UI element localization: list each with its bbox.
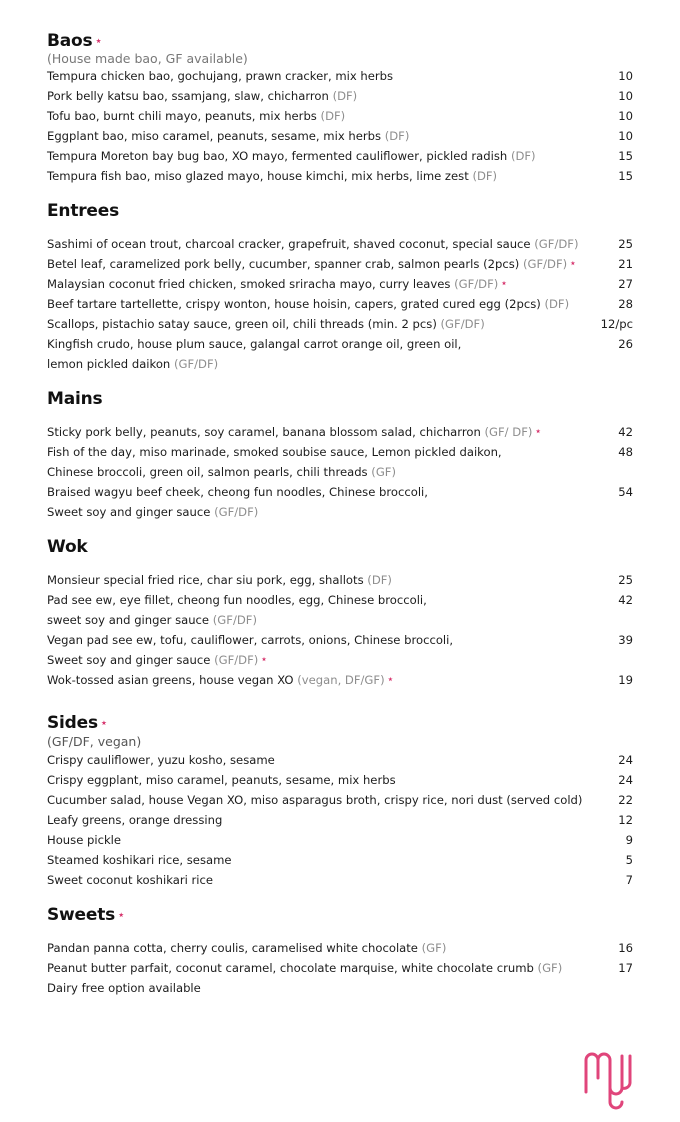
menu-item-description xyxy=(47,234,578,254)
menu-item-price: 5 xyxy=(625,853,633,867)
menu-item-description xyxy=(47,978,201,998)
menu-item-description xyxy=(47,830,121,850)
menu-item-description xyxy=(47,66,393,86)
menu-item-price: 17 xyxy=(618,961,633,975)
dietary-tag: (GF/DF) xyxy=(173,357,219,371)
menu-item xyxy=(47,126,633,146)
menu-item xyxy=(47,166,633,186)
dietary-tag: (DF) xyxy=(367,573,392,587)
menu-item xyxy=(47,294,633,314)
menu-item-price: 12/pc xyxy=(600,317,633,331)
menu-item-description xyxy=(47,810,222,830)
menu-item xyxy=(47,86,633,106)
menu-item-description xyxy=(47,166,497,186)
dietary-tag: (DF) xyxy=(510,149,536,163)
menu-item-text: Fish of the day, miso marinade, smoked soubise sauce, Lemon pickled daikon, xyxy=(47,445,502,459)
menu-item-text: Tempura chicken bao, gochujang, prawn cracker, mix herbs xyxy=(47,69,394,83)
menu-item-price: 27 xyxy=(618,277,633,291)
menu-item xyxy=(47,274,633,294)
section-3 xyxy=(47,536,633,690)
menu-item-description xyxy=(47,790,582,810)
section-title xyxy=(47,200,633,222)
menu-item-text: Scallops, pistachio satay sauce, green oil, chili threads (min. 2 pcs) xyxy=(47,317,437,331)
section-title-text: Sides xyxy=(47,713,98,733)
menu-item-text: Sashimi of ocean trout, charcoal cracker, grapefruit, shaved coconut, special sauce xyxy=(47,237,531,251)
dietary-tag: (GF/DF) xyxy=(212,613,257,627)
menu-item-price: 48 xyxy=(618,445,633,459)
star-icon: ⋆ xyxy=(260,652,268,666)
menu-item-text-cont: Chinese broccoli, green oil, salmon pearls, chili threads xyxy=(47,465,368,479)
menu-item xyxy=(47,254,633,274)
section-1 xyxy=(47,200,633,374)
menu-item xyxy=(47,422,633,442)
dietary-tag: (GF/DF) xyxy=(440,317,485,331)
menu-item-description xyxy=(47,146,536,166)
section-2 xyxy=(47,388,633,522)
menu-item-description xyxy=(47,870,213,890)
menu-item-text: Sweet coconut koshikari rice xyxy=(47,873,213,887)
menu-item xyxy=(47,850,633,870)
menu-item xyxy=(47,830,633,850)
menu-item xyxy=(47,66,633,86)
dietary-tag: (GF/DF) xyxy=(522,257,568,271)
section-title xyxy=(47,536,633,558)
menu-item-text-cont: lemon pickled daikon xyxy=(47,357,171,371)
menu-item-text: Tempura fish bao, miso glazed mayo, house kimchi, mix herbs, lime zest xyxy=(47,169,469,183)
section-title xyxy=(47,388,633,410)
dietary-tag: (GF) xyxy=(371,465,396,479)
menu-item-price: 42 xyxy=(618,593,633,607)
menu-item xyxy=(47,958,633,978)
menu-item-price: 24 xyxy=(618,773,633,787)
section-title-text: Sweets xyxy=(47,905,116,925)
menu-item-price: 28 xyxy=(618,297,633,311)
menu-item-description xyxy=(47,630,453,670)
menu-item-price: 15 xyxy=(618,149,633,163)
section-title xyxy=(47,712,633,734)
menu-item-text: House pickle xyxy=(47,833,122,847)
dietary-tag: (GF/DF) xyxy=(454,277,499,291)
section-title xyxy=(47,30,633,52)
menu-item-description xyxy=(47,86,357,106)
section-subtitle: (House made bao, GF available) xyxy=(47,51,248,66)
dietary-tag: (GF/DF) xyxy=(214,653,259,667)
menu-item xyxy=(47,590,633,630)
menu-item-description xyxy=(47,482,428,522)
menu-item-text: Kingfish crudo, house plum sauce, galangal carrot orange oil, green oil, xyxy=(47,337,462,351)
section-4 xyxy=(47,712,633,890)
menu-item-price: 10 xyxy=(618,89,633,103)
menu-item-description xyxy=(47,254,577,274)
star-icon: ⋆ xyxy=(94,34,103,49)
menu-item xyxy=(47,442,633,482)
dietary-tag: (GF) xyxy=(537,961,563,975)
menu-item xyxy=(47,750,633,770)
menu-item-price: 15 xyxy=(618,169,633,183)
section-5 xyxy=(47,904,633,998)
menu-item-description xyxy=(47,770,396,790)
section-subtitle: (GF/DF, vegan) xyxy=(47,734,142,749)
dietary-tag: (GF/ DF) xyxy=(484,425,533,439)
menu-item-text: Malaysian coconut fried chicken, smoked sriracha mayo, curry leaves xyxy=(47,277,451,291)
menu-item xyxy=(47,670,633,690)
section-title-text: Entrees xyxy=(47,201,120,221)
section-title-text: Mains xyxy=(47,389,103,409)
dietary-tag: (GF/DF) xyxy=(214,505,259,519)
menu-item-price: 7 xyxy=(625,873,633,887)
menu-item-price: 25 xyxy=(618,573,633,587)
menu-item-text: Tempura Moreton bay bug bao, XO mayo, fermented cauliflower, pickled radish xyxy=(47,149,508,163)
menu-item-text-cont: sweet soy and ginger sauce xyxy=(47,613,210,627)
menu-item xyxy=(47,810,633,830)
menu-item-description xyxy=(47,294,569,314)
menu-item-text: Beef tartare tartellette, crispy wonton, house hoisin, capers, grated cured egg (2pcs) xyxy=(47,297,541,311)
menu-item-description xyxy=(47,750,275,770)
section-0 xyxy=(47,30,633,186)
menu-item xyxy=(47,870,633,890)
menu-item-price: 21 xyxy=(618,257,633,271)
menu-item-text: Betel leaf, caramelized pork belly, cucumber, spanner crab, salmon pearls (2pcs) xyxy=(47,257,520,271)
menu-item xyxy=(47,314,633,334)
menu-item xyxy=(47,630,633,670)
menu-item-description xyxy=(47,442,502,482)
menu-item-price: 22 xyxy=(618,793,633,807)
menu-item-price: 19 xyxy=(618,673,633,687)
menu-item-price: 10 xyxy=(618,109,633,123)
menu-item xyxy=(47,978,633,998)
menu-item-description xyxy=(47,958,562,978)
menu-item-text: Vegan pad see ew, tofu, cauliflower, carrots, onions, Chinese broccoli, xyxy=(47,633,454,647)
star-icon: ⋆ xyxy=(500,276,508,290)
dietary-tag: (DF) xyxy=(332,89,358,103)
menu-item xyxy=(47,570,633,590)
menu-item xyxy=(47,146,633,166)
menu-item-text: Pandan panna cotta, cherry coulis, caramelised white chocolate xyxy=(47,941,418,955)
menu-item-text: Peanut butter parfait, coconut caramel, chocolate marquise, white chocolate crumb xyxy=(47,961,534,975)
dietary-tag: (DF) xyxy=(544,297,570,311)
dietary-tag: (vegan, DF/GF) xyxy=(297,673,385,687)
menu-item-description xyxy=(47,106,345,126)
menu-item-price: 24 xyxy=(618,753,633,767)
menu-item-description xyxy=(47,314,485,334)
section-title xyxy=(47,904,633,926)
menu-item-description xyxy=(47,126,409,146)
menu-item-description xyxy=(47,670,394,690)
menu-item-price: 16 xyxy=(618,941,633,955)
star-icon: ⋆ xyxy=(386,672,395,686)
menu-item-text: Crispy cauliflower, yuzu kosho, sesame xyxy=(47,753,275,767)
menu-item-price: 10 xyxy=(618,129,633,143)
section-title-text: Wok xyxy=(47,537,88,557)
menu-item-price: 9 xyxy=(625,833,633,847)
menu-item xyxy=(47,938,633,958)
dietary-tag: (GF) xyxy=(421,941,447,955)
menu-item xyxy=(47,482,633,522)
menu-item-description xyxy=(47,422,542,442)
menu-item-description xyxy=(47,850,232,870)
menu-item-price: 39 xyxy=(618,633,633,647)
mw-logo-icon xyxy=(583,1052,633,1110)
menu-item-text: Monsieur special fried rice, char siu pork, egg, shallots xyxy=(47,573,364,587)
dietary-tag: (DF) xyxy=(320,109,346,123)
menu-item-price: 54 xyxy=(618,485,633,499)
menu-item-text-cont: Sweet soy and ginger sauce xyxy=(47,505,211,519)
menu-item-price: 12 xyxy=(618,813,633,827)
dietary-tag: (DF) xyxy=(384,129,410,143)
menu-item-description xyxy=(47,938,446,958)
menu-item-text: Dairy free option available xyxy=(47,981,201,995)
menu-item-text: Pad see ew, eye fillet, cheong fun noodles, egg, Chinese broccoli, xyxy=(47,593,427,607)
menu-item xyxy=(47,234,633,254)
menu-item-text: Wok-tossed asian greens, house vegan XO xyxy=(47,673,294,687)
menu-item xyxy=(47,106,633,126)
menu-item-description xyxy=(47,590,427,630)
menu-item xyxy=(47,334,633,374)
menu-item-text: Crispy eggplant, miso caramel, peanuts, sesame, mix herbs xyxy=(47,773,396,787)
menu-item-text: Cucumber salad, house Vegan XO, miso asparagus broth, crispy rice, nori dust (served cold) xyxy=(47,793,583,807)
menu-item-price: 25 xyxy=(618,237,633,251)
menu-item-text: Eggplant bao, miso caramel, peanuts, sesame, mix herbs xyxy=(47,129,382,143)
menu-item-price: 10 xyxy=(618,69,633,83)
dietary-tag: (DF) xyxy=(472,169,498,183)
menu xyxy=(47,30,633,998)
menu-item-price: 42 xyxy=(618,425,633,439)
menu-item xyxy=(47,770,633,790)
star-icon: ⋆ xyxy=(534,424,542,438)
menu-item-description xyxy=(47,570,392,590)
section-title-text: Baos xyxy=(47,31,93,51)
dietary-tag: (GF/DF) xyxy=(534,237,579,251)
menu-item-description xyxy=(47,334,461,374)
menu-item-text: Pork belly katsu bao, ssamjang, slaw, chicharron xyxy=(47,89,329,103)
menu-item-text: Leafy greens, orange dressing xyxy=(47,813,223,827)
menu-item-text: Braised wagyu beef cheek, cheong fun noodles, Chinese broccoli, xyxy=(47,485,428,499)
star-icon: ⋆ xyxy=(99,716,108,731)
menu-item-text: Sticky pork belly, peanuts, soy caramel, banana blossom salad, chicharron xyxy=(47,425,481,439)
menu-item-text: Tofu bao, burnt chili mayo, peanuts, mix herbs xyxy=(47,109,317,123)
menu-item-price: 26 xyxy=(618,337,633,351)
star-icon: ⋆ xyxy=(117,908,126,923)
menu-item-text: Steamed koshikari rice, sesame xyxy=(47,853,232,867)
menu-item-description xyxy=(47,274,508,294)
menu-item-text-cont: Sweet soy and ginger sauce xyxy=(47,653,211,667)
menu-item xyxy=(47,790,633,810)
star-icon: ⋆ xyxy=(569,256,577,270)
